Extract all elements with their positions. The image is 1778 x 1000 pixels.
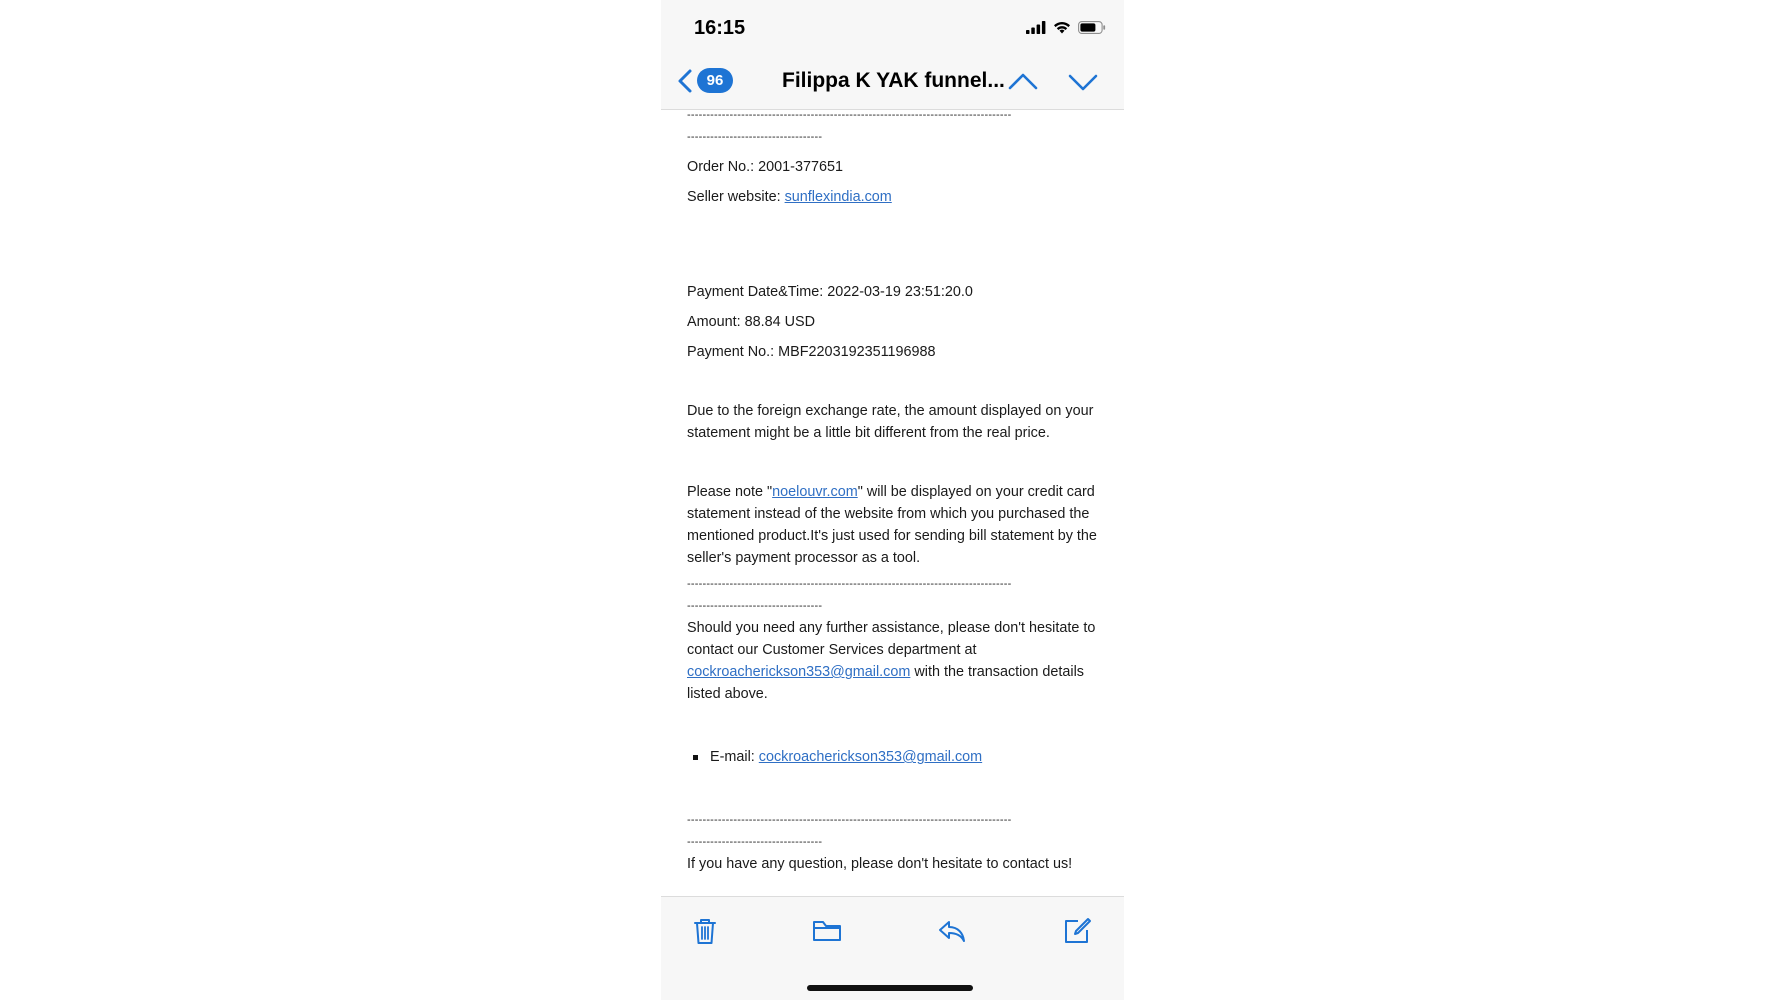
phone-screen (661, 0, 1124, 1000)
assistance-note (687, 617, 1097, 705)
reply-icon[interactable] (936, 915, 968, 947)
wifi-icon (1053, 21, 1071, 34)
seller-website (687, 186, 1097, 208)
signal-icon (1026, 21, 1046, 34)
unread-count-badge[interactable]: 96 (697, 68, 733, 93)
home-indicator[interactable] (807, 985, 973, 991)
assistance-note-prefix: Should you need any further assistance, please don't hesitate to contact our Customer Services department at (687, 620, 1096, 658)
statement-note-suffix: " will be displayed on your credit card statement instead of the website from which you purchased the mentioned product.It's just used for sending bill statement by the seller's payment processor as a tool. (687, 484, 1097, 566)
seller-website-label: Seller website: (687, 189, 785, 205)
chevron-up-icon[interactable] (1006, 67, 1040, 97)
separator-line: ------------------------------------------------------------------------------------ (687, 578, 1012, 590)
assistance-email-link[interactable]: cockroacherickson353@gmail.com (687, 664, 911, 680)
order-number: Order No.: 2001-377651 (687, 159, 843, 175)
assistance-note-suffix: with the transaction details listed above. (687, 664, 1084, 702)
separator-line: ----------------------------------- (687, 600, 823, 612)
bottom-toolbar (661, 896, 1124, 1000)
payment-amount: Amount: 88.84 USD (687, 314, 815, 330)
bullet-marker (693, 755, 698, 760)
status-bar (661, 0, 1124, 55)
separator-line: ----------------------------------- (687, 836, 823, 848)
seller-website-link[interactable]: sunflexindia.com (784, 189, 892, 205)
chevron-down-icon[interactable] (1066, 67, 1100, 97)
email-contact-label: E-mail: (710, 749, 755, 765)
status-time: 16:15 (694, 17, 746, 39)
separator-line: ----------------------------------- (687, 131, 823, 143)
email-body-scroll[interactable] (661, 110, 1124, 896)
status-icons (1026, 19, 1106, 35)
folder-icon[interactable] (811, 915, 843, 947)
contact-email-link[interactable]: cockroacherickson353@gmail.com (758, 749, 983, 765)
payment-datetime: Payment Date&Time: 2022-03-19 23:51:20.0 (687, 284, 973, 300)
question-note: If you have any question, please don't hesitate to contact us! (687, 856, 1073, 872)
exchange-rate-note: Due to the foreign exchange rate, the amount displayed on your statement might be a little bit different from the real price. (687, 403, 1094, 441)
separator-line: ------------------------------------------------------------------------------------ (687, 814, 1012, 826)
battery-icon (1078, 21, 1106, 34)
compose-icon[interactable] (1061, 915, 1093, 947)
statement-note-link[interactable]: noelouvr.com (772, 484, 858, 500)
statement-note-prefix: Please note " (687, 484, 773, 500)
statement-note (687, 481, 1097, 569)
email-body (687, 110, 1097, 875)
list-item (693, 746, 1097, 768)
trash-icon[interactable] (689, 915, 721, 947)
payment-number: Payment No.: MBF2203192351196988 (687, 344, 936, 360)
email-subject-title: Filippa K YAK funnel... (782, 69, 1005, 92)
separator-line: ------------------------------------------------------------------------------------ (687, 110, 1012, 121)
mail-nav-bar (661, 55, 1124, 110)
